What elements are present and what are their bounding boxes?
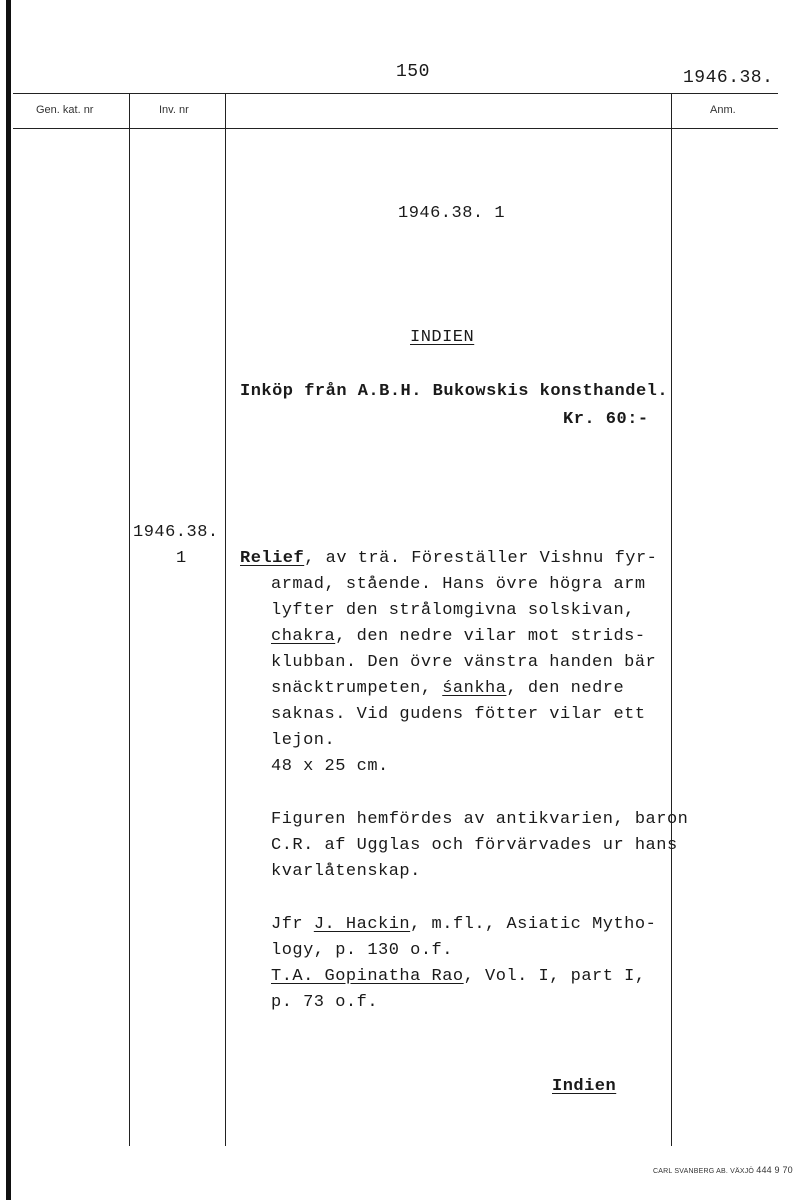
acquisition-price: Kr. 60:- xyxy=(563,410,649,429)
dimensions-line: 48 x 25 cm. xyxy=(271,757,389,776)
catalog-reference: 1946.38. xyxy=(683,68,774,88)
reference-line: p. 73 o.f. xyxy=(271,993,379,1012)
description-line: klubban. Den övre vänstra handen bär xyxy=(271,653,657,672)
column-divider-text-anm xyxy=(671,93,672,1146)
sanskrit-term: śankha xyxy=(442,679,507,698)
object-description xyxy=(240,546,689,1016)
reference-line: Jfr J. Hackin, m.fl., Asiatic Mytho- xyxy=(271,915,657,934)
description-line: lyfter den strålomgivna solskivan, xyxy=(271,601,635,620)
reference-author: J. Hackin xyxy=(313,915,411,934)
reference-author: T.A. Gopinatha Rao xyxy=(271,967,464,986)
form-code: 444 9 70 xyxy=(756,1165,793,1175)
inventory-subnumber: 1 xyxy=(176,549,187,568)
description-line: Relief, av trä. Föreställer Vishnu fyr- xyxy=(240,549,658,568)
binding-edge-bar xyxy=(6,0,11,1200)
description-line: chakra, den nedre vilar mot strids- xyxy=(271,627,646,646)
description-line: snäcktrumpeten, śankha, den nedre xyxy=(271,679,625,698)
header-bottom-rule xyxy=(13,128,778,129)
column-label-gen-kat: Gen. kat. nr xyxy=(36,104,94,116)
printer-name: CARL SVANBERG AB. VÄXJÖ xyxy=(653,1168,755,1175)
column-label-anm: Anm. xyxy=(710,104,736,116)
column-divider-inv-text xyxy=(225,93,226,1146)
provenance-line: Figuren hemfördes av antikvarien, baron xyxy=(271,810,689,829)
description-line: armad, stående. Hans övre högra arm xyxy=(271,575,646,594)
acquisition-line: Inköp från A.B.H. Bukowskis konsthandel. xyxy=(240,382,669,401)
reference-line: logy, p. 130 o.f. xyxy=(271,941,453,960)
sanskrit-term: chakra xyxy=(271,627,336,646)
provenance-line: C.R. af Ugglas och förvärvades ur hans xyxy=(271,836,678,855)
printer-imprint xyxy=(653,1165,793,1175)
region-heading: INDIEN xyxy=(410,328,475,347)
reference-line: T.A. Gopinatha Rao, Vol. I, part I, xyxy=(271,967,646,986)
description-line: lejon. xyxy=(271,731,336,750)
column-label-inv: Inv. nr xyxy=(159,104,189,116)
entry-heading: 1946.38. 1 xyxy=(398,204,506,223)
inventory-number: 1946.38. xyxy=(133,523,219,542)
column-divider-gen-inv xyxy=(129,93,130,1146)
page-number: 150 xyxy=(396,62,430,82)
description-line: saknas. Vid gudens fötter vilar ett xyxy=(271,705,646,724)
provenance-line: kvarlåtenskap. xyxy=(271,862,421,881)
header-top-rule xyxy=(13,93,778,94)
object-term: Relief xyxy=(240,549,305,568)
closing-region-label: Indien xyxy=(552,1077,617,1096)
